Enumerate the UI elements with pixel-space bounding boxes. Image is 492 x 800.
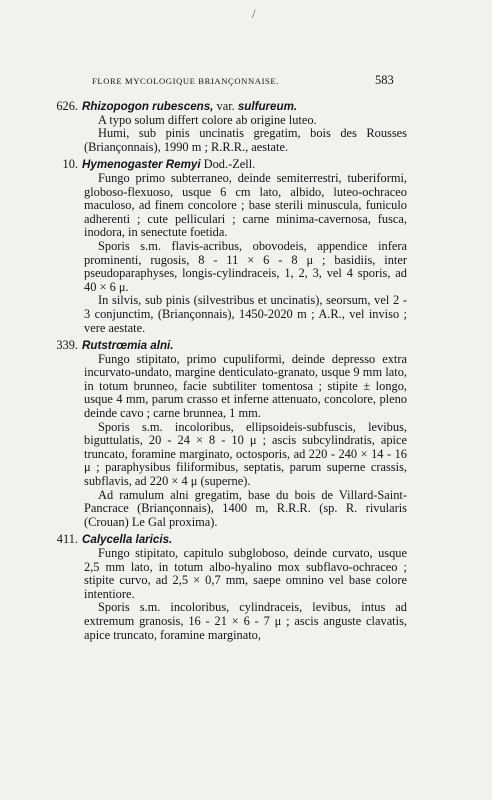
species-entry-411 — [22, 533, 407, 642]
species-entry-339 — [22, 339, 407, 529]
entry-number: 626. — [56, 99, 78, 113]
entry-paragraph: Sporis s.m. incoloribus, cylindraceis, levibus, intus ad extremum granosis, 16 - 21 × 6 - 7 μ ; ascis anguste clavatis, apice truncato, foramine marginato, — [84, 600, 407, 642]
corner-mark: / — [252, 6, 256, 21]
species-name: Rutstrœmia alni. — [82, 339, 174, 353]
entry-number: 411. — [56, 532, 78, 547]
entry-heading-rest: Dod.-Zell. — [200, 157, 256, 172]
page-body — [22, 100, 407, 646]
entry-heading — [22, 533, 407, 547]
running-header: FLORE MYCOLOGIQUE BRIANÇONNAISE. — [92, 76, 280, 86]
entry-heading — [22, 158, 407, 172]
species-entry-10 — [22, 158, 407, 335]
entry-number: 339. — [56, 338, 78, 353]
entry-paragraph: Fungo stipitato, primo cupuliformi, deinde depresso extra incurvato-undato, margine denticulato-granato, usque 9 mm lato, in totum brunneo, facie subtiliter tomentosa ; stipite ± longo, usque 4 mm, parum crasso et inferne attenuato, concolore, pleno deinde cavo ; carne brunnea, 1 mm. — [84, 351, 407, 421]
entry-paragraph: Ad ramulum alni gregatim, base du bois de Villard-Saint-Pancrace (Briançonnais), 1400 m, R.R.R. (sp. R. rivularis (Crouan) Le Gal proxima). — [84, 487, 407, 529]
entry-paragraph: Fungo stipitato, capitulo subgloboso, deinde curvato, usque 2,5 mm lato, in totum albo-hyalino mox subflavo-ochraceo ; stipite curvo, ad 2,5 × 0,7 mm, saepe omnino vel base colore intentiore. — [84, 546, 407, 601]
variety-name: sulfureum. — [237, 100, 298, 113]
species-entry-626 — [22, 100, 407, 154]
species-name: Calycella laricis. — [82, 533, 173, 547]
entry-number: 10. — [62, 157, 78, 172]
entry-heading — [22, 100, 407, 114]
entry-paragraph: Sporis s.m. incoloribus, ellipsoideis-subfuscis, levibus, biguttulatis, 20 - 24 × 8 - 10 μ ; ascis subcylindratis, apice truncato, foramine marginato, octosporis, ad 220 - 240 × 14 - 16 μ ; paraphysibus filiformibus, septatis, parum superne crassis, subflavis, ad 220 × 4 μ (superne). — [84, 419, 407, 489]
entry-paragraph: In silvis, sub pinis (silvestribus et uncinatis), seorsum, vel 2 - 3 conjunctim, (Briançonnais), 1450-2020 m ; A.R., vel inviso ; vere aestate. — [84, 293, 407, 335]
page-number: 583 — [375, 73, 394, 87]
entry-heading-rest: var. — [213, 99, 238, 113]
entry-paragraph: A typo solum differt colore ab origine luteo. — [98, 112, 317, 127]
species-name: Hymenogaster Remyi — [82, 158, 201, 172]
species-name: Rhizopogon rubescens, — [82, 100, 214, 113]
entry-heading — [22, 339, 407, 353]
entry-paragraph: Fungo primo subterraneo, deinde semiterrestri, tuberiformi, globoso-flexuoso, usque 6 cm lato, albido, luteo-ochraceo maculoso, ad finem concolore ; base sterili minuscula, funiculo adherenti ; cute pelliculari ; carne minima-cavernosa, fusca, inodora, in senectute foetida. — [84, 170, 407, 240]
entry-paragraph: Humi, sub pinis uncinatis gregatim, bois des Rousses (Briançonnais), 1990 m ; R.R.R., aestate. — [84, 126, 407, 154]
entry-paragraph: Sporis s.m. flavis-acribus, obovodeis, appendice infera prominenti, rugosis, 8 - 11 × 6 - 8 μ ; basidiis, inter pseudoparaphyses, longis-cylindraceis, 1, 2, 3, vel 4 sporis, ad 40 × 6 μ. — [84, 238, 407, 294]
